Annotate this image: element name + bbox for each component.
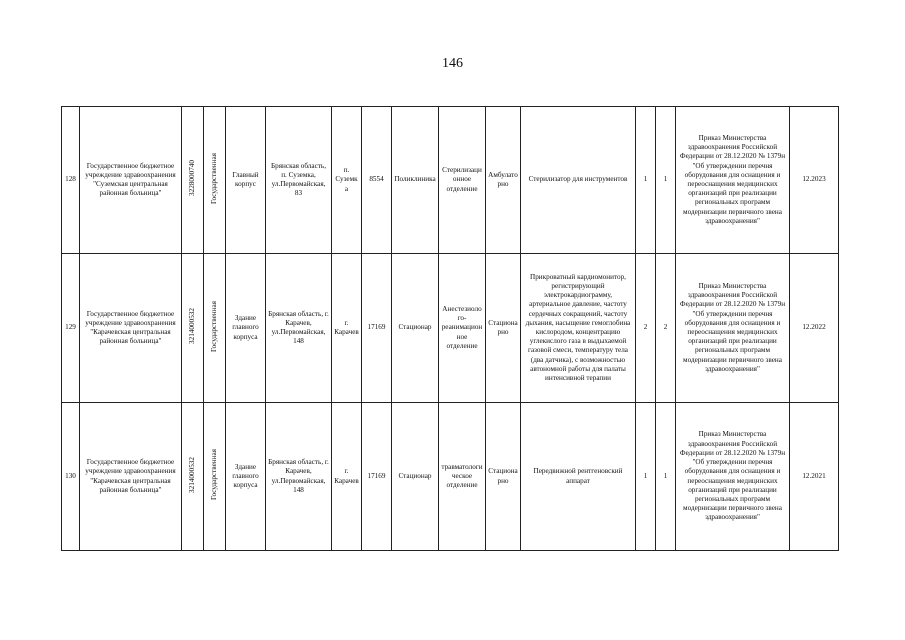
date-cell: 12.2023 [790, 107, 839, 254]
ownership-cell [204, 403, 226, 551]
unit-type-cell: Поликлиника [392, 107, 439, 254]
ownership-value: Государственная [209, 300, 218, 352]
quantity-b-cell: 1 [656, 403, 676, 551]
settlement-cell: г. Карачев [332, 254, 362, 403]
inn-value: 3228000740 [187, 160, 196, 197]
table-row [62, 254, 839, 403]
building-cell: Главный корпус [226, 107, 266, 254]
ownership-value: Государственная [209, 449, 218, 501]
equipment-cell: Стерилизатор для инструментов [521, 107, 636, 254]
quantity-a-cell: 1 [636, 403, 656, 551]
row-number: 130 [62, 403, 80, 551]
institution-name: Государственное бюджетное учреждение здравоохранения "Суземская центральная районная больница" [80, 107, 182, 254]
ownership-value: Государственная [209, 152, 218, 204]
basis-cell: Приказ Министерства здравоохранения Российской Федерации от 28.12.2020 № 1379н "Об утверждении перечня оборудования для оснащения и переоснащения медицинских организаций при реализации региональных программ модернизации первичного звена здравоохранения" [676, 403, 790, 551]
care-form-cell: Стационарно [486, 254, 521, 403]
table-row [62, 403, 839, 551]
care-form-cell: Стационарно [486, 403, 521, 551]
date-cell: 12.2022 [790, 254, 839, 403]
inn-cell [182, 107, 204, 254]
building-cell: Здание главного корпуса [226, 254, 266, 403]
quantity-a-cell: 2 [636, 254, 656, 403]
row-number: 129 [62, 254, 80, 403]
table-row [62, 107, 839, 254]
equipment-cell: Передвижной рентгеновский аппарат [521, 403, 636, 551]
equipment-registry-table [61, 106, 839, 551]
basis-cell: Приказ Министерства здравоохранения Российской Федерации от 28.12.2020 № 1379н "Об утверждении перечня оборудования для оснащения и переоснащения медицинских организаций при реализации региональных программ модернизации первичного звена здравоохранения" [676, 254, 790, 403]
unit-type-cell: Стационар [392, 403, 439, 551]
building-cell: Здание главного корпуса [226, 403, 266, 551]
address-cell: Брянская область, г. Карачев, ул.Первомайская, 148 [266, 254, 332, 403]
date-cell: 12.2021 [790, 403, 839, 551]
quantity-b-cell: 1 [656, 107, 676, 254]
row-number: 128 [62, 107, 80, 254]
page-number: 146 [442, 56, 463, 71]
basis-cell: Приказ Министерства здравоохранения Российской Федерации от 28.12.2020 № 1379н "Об утверждении перечня оборудования для оснащения и переоснащения медицинских организаций при реализации региональных программ модернизации первичного звена здравоохранения" [676, 107, 790, 254]
code-cell: 17169 [362, 254, 392, 403]
department-cell: Анестезиолого-реанимационное отделение [439, 254, 486, 403]
inn-cell [182, 403, 204, 551]
address-cell: Брянская область, г. Карачев, ул.Первомайская, 148 [266, 403, 332, 551]
inn-value: 3214000532 [187, 456, 196, 493]
quantity-b-cell: 2 [656, 254, 676, 403]
ownership-cell [204, 254, 226, 403]
institution-name: Государственное бюджетное учреждение здравоохранения "Карачевская центральная районная больница" [80, 254, 182, 403]
equipment-cell: Прикроватный кардиомонитор, регистрирующий электрокардиограмму, артериальное давление, частоту сердечных сокращений, частоту дыхания, насыщение гемоглобина кислородом, концентрацию углекислого газа в выдыхаемой газовой смеси, температуру тела (два датчика), с возможностью автономной работы для палаты интенсивной терапии [521, 254, 636, 403]
inn-cell [182, 254, 204, 403]
inn-value: 3214000532 [187, 308, 196, 345]
quantity-a-cell: 1 [636, 107, 656, 254]
address-cell: Брянская область, п. Суземка, ул.Первомайская, 83 [266, 107, 332, 254]
code-cell: 8554 [362, 107, 392, 254]
ownership-cell [204, 107, 226, 254]
institution-name: Государственное бюджетное учреждение здравоохранения "Карачевская центральная районная больница" [80, 403, 182, 551]
code-cell: 17169 [362, 403, 392, 551]
department-cell: Стерилизационное отделение [439, 107, 486, 254]
settlement-cell: п. Суземка [332, 107, 362, 254]
settlement-cell: г. Карачев [332, 403, 362, 551]
department-cell: травматологическое отделение [439, 403, 486, 551]
care-form-cell: Амбулаторно [486, 107, 521, 254]
unit-type-cell: Стационар [392, 254, 439, 403]
